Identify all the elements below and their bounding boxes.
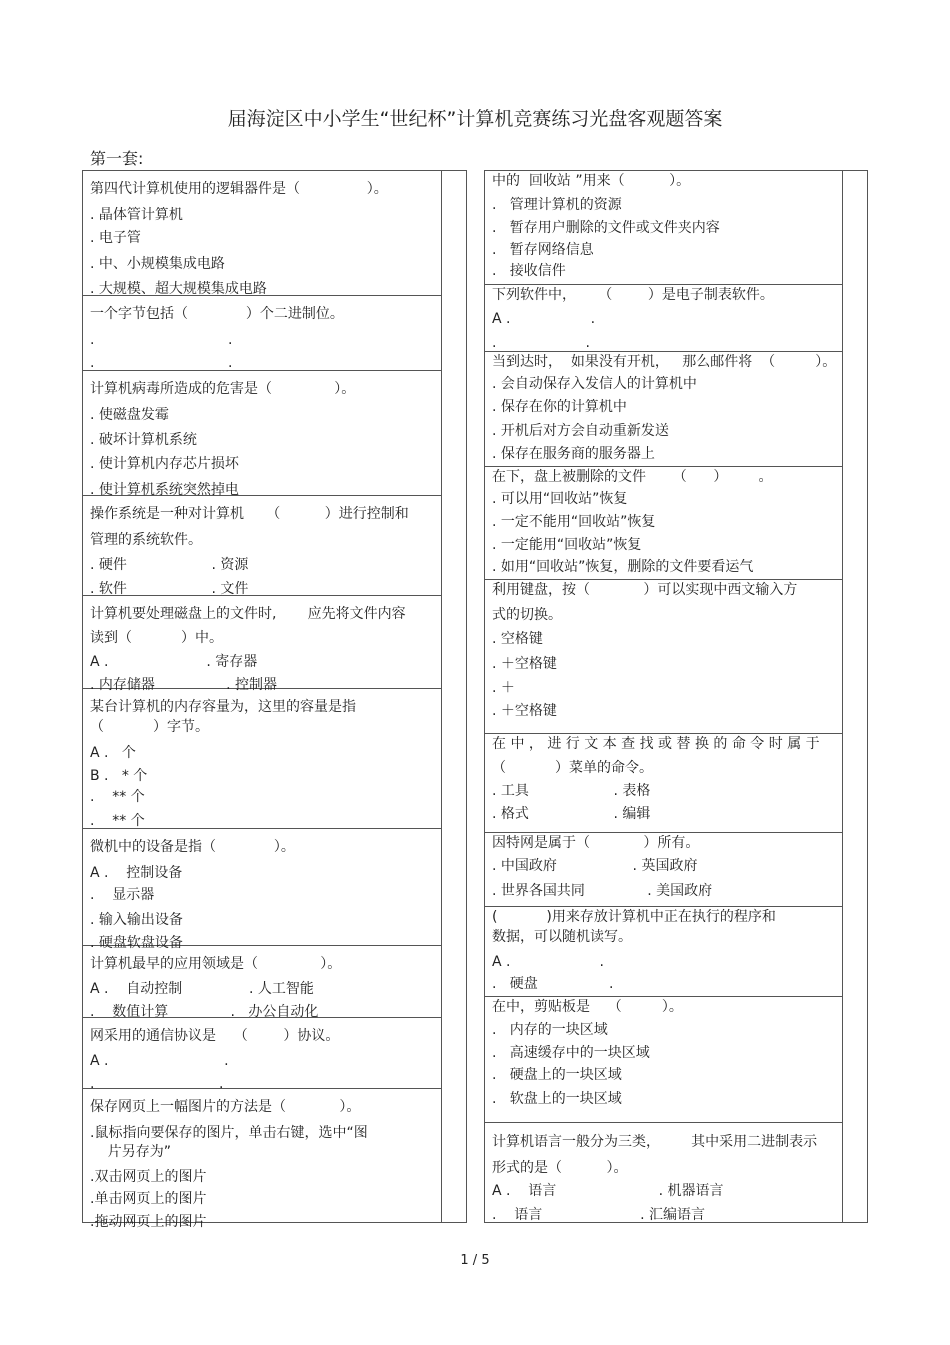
option-text: . 暂存网络信息 bbox=[492, 242, 594, 258]
option-text: . ** 个 bbox=[90, 789, 145, 805]
option-text: 形式的是（ ）。 bbox=[492, 1160, 628, 1176]
option-text: . ＋ bbox=[492, 680, 515, 696]
question-text: 在下，盘上被删除的文件 （ ） 。 bbox=[492, 469, 773, 485]
option-text: . 硬盘上的一块区域 bbox=[492, 1067, 622, 1083]
option-text: . 中、小规模集成电路 bbox=[90, 256, 225, 272]
question-cell bbox=[83, 296, 441, 371]
question-cell bbox=[485, 171, 842, 285]
question-cell bbox=[83, 689, 441, 829]
question-text: 因特网是属于（ ）所有。 bbox=[492, 835, 700, 851]
option-text: . . bbox=[90, 332, 233, 348]
question-cell bbox=[485, 734, 842, 833]
option-text: . 内存的一块区域 bbox=[492, 1022, 608, 1038]
option-text: . 显示器 bbox=[90, 887, 155, 903]
right-question-table bbox=[484, 170, 868, 1223]
question-cell bbox=[83, 171, 441, 296]
option-text: .双击网页上的图片 bbox=[90, 1169, 207, 1185]
option-text: 管理的系统软件。 bbox=[90, 532, 202, 548]
option-text: . 格式 . 编辑 bbox=[492, 806, 651, 822]
question-cell bbox=[485, 352, 842, 467]
option-text: . . bbox=[492, 335, 590, 351]
question-cell bbox=[83, 1018, 441, 1092]
question-text: 计算机最早的应用领域是（ ）。 bbox=[90, 956, 342, 972]
option-text: 数据，可以随机读写。 bbox=[492, 929, 632, 945]
question-cell bbox=[83, 371, 441, 496]
set-label: 第一套: bbox=[90, 149, 144, 168]
question-text: 利用键盘，按（ ）可以实现中西文输入方 bbox=[492, 582, 798, 598]
option-text: . 硬盘软盘设备 bbox=[90, 935, 183, 951]
option-text: . . bbox=[90, 1076, 224, 1092]
question-text: 当到达时， 如果没有开机， 那么邮件将 （ ）。 bbox=[492, 354, 837, 370]
option-text: . 保存在你的计算机中 bbox=[492, 399, 627, 415]
option-text: . 大规模、超大规模集成电路 bbox=[90, 281, 267, 297]
question-text: 在中，剪贴板是 （ ）。 bbox=[492, 999, 683, 1015]
question-text: 第四代计算机使用的逻辑器件是（ ）。 bbox=[90, 181, 388, 197]
option-text: . 使磁盘发霉 bbox=[90, 407, 169, 423]
option-text: （ ）菜单的命令。 bbox=[492, 760, 653, 776]
option-text: . 一定不能用“回收站”恢复 bbox=[492, 514, 656, 530]
option-text: . 内存储器 . 控制器 bbox=[90, 677, 278, 693]
option-text: A . 自动控制 . 人工智能 bbox=[90, 981, 314, 997]
option-text: . 会自动保存入发信人的计算机中 bbox=[492, 376, 697, 392]
option-text: . 硬件 . 资源 bbox=[90, 557, 249, 573]
question-cell bbox=[485, 907, 842, 997]
question-cell bbox=[83, 1089, 441, 1230]
option-text: A . . bbox=[90, 1053, 229, 1069]
option-text: （ ）字节。 bbox=[90, 719, 209, 735]
question-cell bbox=[83, 496, 441, 596]
option-text: 片另存为” bbox=[90, 1144, 172, 1160]
option-text: . 输入输出设备 bbox=[90, 912, 183, 928]
option-text: . 软盘上的一块区域 bbox=[492, 1091, 622, 1107]
option-text: . ＋空格键 bbox=[492, 656, 557, 672]
question-text: 计算机病毒所造成的危害是（ ）。 bbox=[90, 381, 356, 397]
option-text: A . 控制设备 bbox=[90, 865, 183, 881]
question-cell bbox=[485, 833, 842, 907]
option-text: 读到（ ）中。 bbox=[90, 630, 223, 646]
question-text: 中的 回收站 ”用来（ ）。 bbox=[492, 173, 691, 189]
option-text: . 软件 . 文件 bbox=[90, 581, 249, 597]
option-text: . ＋空格键 bbox=[492, 703, 557, 719]
option-text: A . . bbox=[492, 311, 596, 327]
option-text: . . bbox=[90, 355, 233, 371]
question-text: 微机中的设备是指（ ）。 bbox=[90, 839, 295, 855]
option-text: .鼠标指向要保存的图片，单击右键，选中“图 bbox=[90, 1125, 368, 1141]
question-text: 计算机要处理磁盘上的文件时, 应先将文件内容 bbox=[90, 606, 406, 622]
question-text: 计算机语言一般分为三类， 其中采用二进制表示 bbox=[492, 1134, 818, 1150]
option-text: A . . 寄存器 bbox=[90, 654, 258, 670]
question-cell bbox=[485, 1123, 842, 1224]
option-text: . 数值计算 . 办公自动化 bbox=[90, 1004, 319, 1020]
option-text: . 高速缓存中的一块区域 bbox=[492, 1045, 650, 1061]
option-text: . 接收信件 bbox=[492, 263, 566, 279]
option-text: A . 个 bbox=[90, 745, 136, 761]
question-text: 保存网页上一幅图片的方法是（ ）。 bbox=[90, 1099, 361, 1115]
option-text: . 使计算机内存芯片损坏 bbox=[90, 456, 239, 472]
option-text: . 硬盘 . bbox=[492, 976, 614, 992]
option-text: . 管理计算机的资源 bbox=[492, 197, 622, 213]
option-text: B . * 个 bbox=[90, 768, 148, 784]
left-question-table bbox=[82, 170, 467, 1230]
option-text: . 使计算机系统突然掉电 bbox=[90, 482, 239, 498]
question-cell bbox=[485, 997, 842, 1123]
option-text: . 中国政府 . 英国政府 bbox=[492, 858, 698, 874]
question-cell bbox=[83, 596, 441, 693]
option-text: 式的切换。 bbox=[492, 607, 562, 623]
question-cell bbox=[485, 467, 842, 580]
question-text: 某台计算机的内存容量为，这里的容量是指 bbox=[90, 699, 356, 715]
option-text: . 语言 . 汇编语言 bbox=[492, 1207, 706, 1223]
option-text: . 空格键 bbox=[492, 631, 543, 647]
option-text: .单击网页上的图片 bbox=[90, 1191, 207, 1207]
document-title: 届海淀区中小学生“世纪杯”计算机竞赛练习光盘客观题答案 bbox=[227, 108, 723, 130]
option-text: . 暂存用户删除的文件或文件夹内容 bbox=[492, 220, 720, 236]
page-number: 1 / 5 bbox=[460, 1253, 490, 1268]
option-text: . 可以用“回收站”恢复 bbox=[492, 491, 628, 507]
question-text: 在 中 ， 进 行 文 本 查 找 或 替 换 的 命 令 时 属 于 bbox=[492, 736, 820, 752]
question-cell bbox=[83, 829, 441, 951]
question-cell bbox=[83, 946, 441, 1018]
option-text: . 世界各国共同 . 美国政府 bbox=[492, 883, 713, 899]
question-text: 操作系统是一种对计算机 （ ）进行控制和 bbox=[90, 506, 409, 522]
question-cell bbox=[485, 580, 842, 734]
option-text: .拖动网页上的图片 bbox=[90, 1214, 207, 1230]
option-text: . 电子管 bbox=[90, 230, 141, 246]
option-text: . 晶体管计算机 bbox=[90, 207, 183, 223]
option-text: . 工具 . 表格 bbox=[492, 783, 651, 799]
question-cell bbox=[485, 285, 842, 352]
option-text: A . 语言 . 机器语言 bbox=[492, 1183, 724, 1199]
option-text: . 保存在服务商的服务器上 bbox=[492, 446, 655, 462]
question-text: 网采用的通信协议是 （ ）协议。 bbox=[90, 1028, 340, 1044]
question-text: 一个字节包括（ ）个二进制位。 bbox=[90, 306, 344, 322]
question-text: ( )用来存放计算机中正在执行的程序和 bbox=[492, 909, 776, 925]
option-text: A . . bbox=[492, 954, 604, 970]
option-text: . 一定能用“回收站”恢复 bbox=[492, 537, 642, 553]
option-text: . 破坏计算机系统 bbox=[90, 432, 197, 448]
option-text: . 开机后对方会自动重新发送 bbox=[492, 423, 669, 439]
option-text: . ** 个 bbox=[90, 813, 145, 829]
question-text: 下列软件中， （ ）是电子制表软件。 bbox=[492, 287, 774, 303]
option-text: . 如用“回收站”恢复，删除的文件要看运气 bbox=[492, 559, 754, 575]
